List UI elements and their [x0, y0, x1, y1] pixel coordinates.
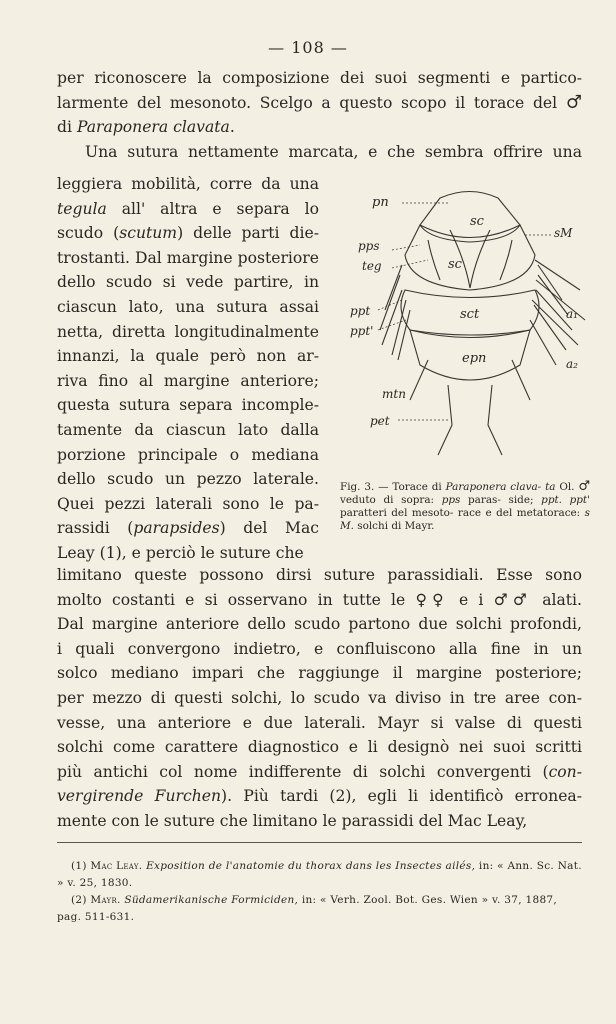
text-line — [57, 295, 319, 320]
text-span: molto costanti e si osservano in tutte le — [57, 590, 406, 609]
text-span: rassidi ( — [57, 519, 134, 538]
label-pet: pet — [370, 414, 390, 428]
caption-text: Torace di — [392, 481, 442, 493]
italic-term: vergirende Furchen — [57, 787, 222, 806]
footnote-number: (2) — [71, 894, 87, 906]
caption-text: paratteri del mesoto- — [340, 507, 454, 519]
label-teg: teg — [362, 259, 382, 273]
text-line — [57, 443, 319, 468]
text-span: ) delle parti die- — [177, 224, 319, 243]
text-line — [57, 344, 319, 369]
caption-text: veduto di sopra: — [340, 494, 435, 506]
text-span: dello scudo si vede partire, in — [57, 273, 319, 292]
caption-text: solchi di — [357, 520, 402, 532]
female-symbols-icon: ♀♀ — [415, 590, 449, 609]
label-pn: pn — [372, 195, 389, 210]
text-span: leggiera mobilità, corre da una — [57, 175, 319, 193]
italic-term: parapsides — [133, 519, 220, 538]
male-symbol-icon: ♂ — [578, 479, 591, 494]
footnote-text: in: « Verh. Zool. Bot. Ges. Wien » v. 37, 1887, pag. 511-631. — [57, 894, 558, 923]
text-span: tamente da ciascun lato dalla — [57, 420, 319, 439]
label-sct: sct — [460, 307, 480, 322]
page-number: — 108 — — [268, 38, 348, 57]
footnote-title: Exposition de l'anatomie du thorax dans les Insectes ailés, — [146, 860, 476, 872]
label-sm: sM — [554, 226, 573, 240]
text-line: per mezzo di questi solchi, lo scudo va diviso in tre aree con- — [57, 688, 582, 707]
label-sc2: sc — [448, 257, 462, 272]
label-a2: a₂ — [566, 357, 578, 371]
text-line: Dal margine anteriore dello scudo partono due solchi profondi, — [57, 615, 582, 634]
label-ppt: ppt — [350, 304, 371, 318]
suture-line — [428, 240, 440, 280]
text-span: trostanti. Dal margine posteriore — [57, 248, 319, 267]
footnote-title: Südamerikanische Formiciden, — [124, 894, 299, 906]
thorax-figure — [340, 180, 590, 480]
label-pps: pps — [358, 239, 380, 253]
text-span: alati. — [542, 590, 582, 609]
text-line — [57, 369, 319, 394]
text-line: mente con le suture che limitano le parassidi del Mac Leay, — [57, 811, 528, 830]
footnote-author: Mayr. — [90, 894, 121, 906]
leader-line — [392, 245, 420, 250]
text-line: vesse, una anteriore e due laterali. Mayr si valse di questi — [57, 713, 582, 732]
footnote-author: Mac Leay. — [90, 860, 143, 872]
text-span: riva fino al margine anteriore; — [57, 371, 319, 390]
text-line: Una sutura nettamente marcata, e che sembra offrire una — [85, 142, 582, 161]
text-line — [57, 760, 582, 785]
footnote — [57, 892, 582, 926]
text-line — [57, 246, 319, 271]
text-line — [57, 784, 582, 809]
text-span: larmente del mesonoto. Scelgo a questo scopo il torace del — [57, 93, 558, 112]
text-span: e i — [458, 590, 484, 609]
text-span: netta, diretta longitudinalmente — [57, 322, 319, 341]
text-line — [57, 197, 319, 222]
label-epn: epn — [462, 351, 487, 366]
text-span: all' altra e separa lo — [106, 199, 319, 218]
wing-veins-left — [380, 265, 410, 360]
label-ppt2: ppt' — [350, 324, 374, 338]
text-line — [57, 221, 319, 246]
italic-term: con- — [548, 762, 582, 781]
text-span: Leay (1), e perciò le suture che — [57, 543, 304, 562]
suture-line — [470, 230, 490, 288]
text-line — [57, 418, 319, 443]
text-line — [57, 91, 582, 116]
caption-species: Paraponera clava- — [445, 481, 542, 493]
suture-line — [500, 240, 512, 280]
caption-fig-number: Fig. 3. — — [340, 481, 389, 493]
text-span: Quei pezzi laterali sono le pa- — [57, 494, 319, 513]
caption-abbr: ppt. ppt' — [541, 494, 590, 506]
text-line — [57, 516, 319, 541]
footnote-divider — [57, 842, 582, 843]
text-span: ciascun lato, una sutura assai — [57, 297, 319, 316]
caption-text: Ol. — [559, 481, 575, 493]
text-span: ). Più tardi (2), egli li identificò erronea- — [221, 787, 582, 806]
text-line — [57, 320, 319, 345]
scutum-shape — [405, 225, 535, 290]
text-line: limitano queste possono dirsi suture parassidiali. Esse sono — [57, 566, 582, 584]
text-span: scudo ( — [57, 224, 120, 243]
footnote-text: in: « Ann. Sc. Nat. » v. 25, 1830. — [57, 860, 582, 889]
text-line — [57, 393, 319, 418]
caption-text: paras- — [468, 494, 501, 506]
text-span: innanzi, la quale però non ar- — [57, 347, 319, 366]
text-span: questa sutura separa incomple- — [57, 396, 319, 415]
text-line — [57, 270, 319, 295]
text-line — [57, 172, 319, 197]
label-sc: sc — [470, 214, 484, 229]
text-span: . — [229, 118, 235, 137]
opening-paragraph — [57, 66, 582, 164]
text-line — [57, 541, 319, 566]
footnotes — [57, 858, 582, 926]
caption-abbr: s M. — [340, 507, 591, 532]
text-span: dello scudo un pezzo laterale. — [57, 470, 319, 489]
label-mtn: mtn — [382, 387, 406, 401]
caption-species-2: ta — [545, 481, 556, 493]
text-span: ) del Mac — [219, 519, 319, 538]
male-symbols-icon: ♂♂ — [493, 590, 532, 609]
label-a1: a₁ — [566, 307, 578, 321]
continuing-paragraph — [57, 563, 582, 834]
text-line: solchi come carattere diagnostico e li designò nei suoi scritti — [57, 738, 582, 757]
text-line — [57, 115, 582, 140]
text-span: più antichi col nome indifferente di solchi convergenti ( — [57, 762, 549, 781]
wrapped-text-column — [57, 172, 319, 566]
text-line — [57, 588, 582, 613]
text-line — [57, 467, 319, 492]
caption-text: Mayr. — [404, 520, 435, 532]
text-span: di — [57, 118, 72, 137]
footnote-number: (1) — [71, 860, 87, 872]
italic-term: scutum — [119, 224, 178, 243]
species-name: Paraponera clavata — [76, 118, 230, 137]
text-line: i quali convergono indietro, e confluiscono alla fine in un — [57, 639, 582, 658]
caption-abbr: pps — [441, 494, 461, 506]
text-span: porzione principale o mediana — [57, 445, 319, 464]
text-line — [57, 492, 319, 517]
caption-text: race e del metatorace: — [457, 507, 581, 519]
italic-term: tegula — [57, 199, 107, 218]
text-line: per riconoscere la composizione dei suoi segmenti e partico- — [57, 69, 582, 87]
footnote — [57, 858, 582, 892]
figure-caption — [340, 480, 590, 533]
text-line: solco mediano impari che raggiunge il margine posteriore; — [57, 664, 582, 683]
caption-text: side; — [508, 494, 534, 506]
male-symbol-icon: ♂ — [565, 91, 582, 113]
